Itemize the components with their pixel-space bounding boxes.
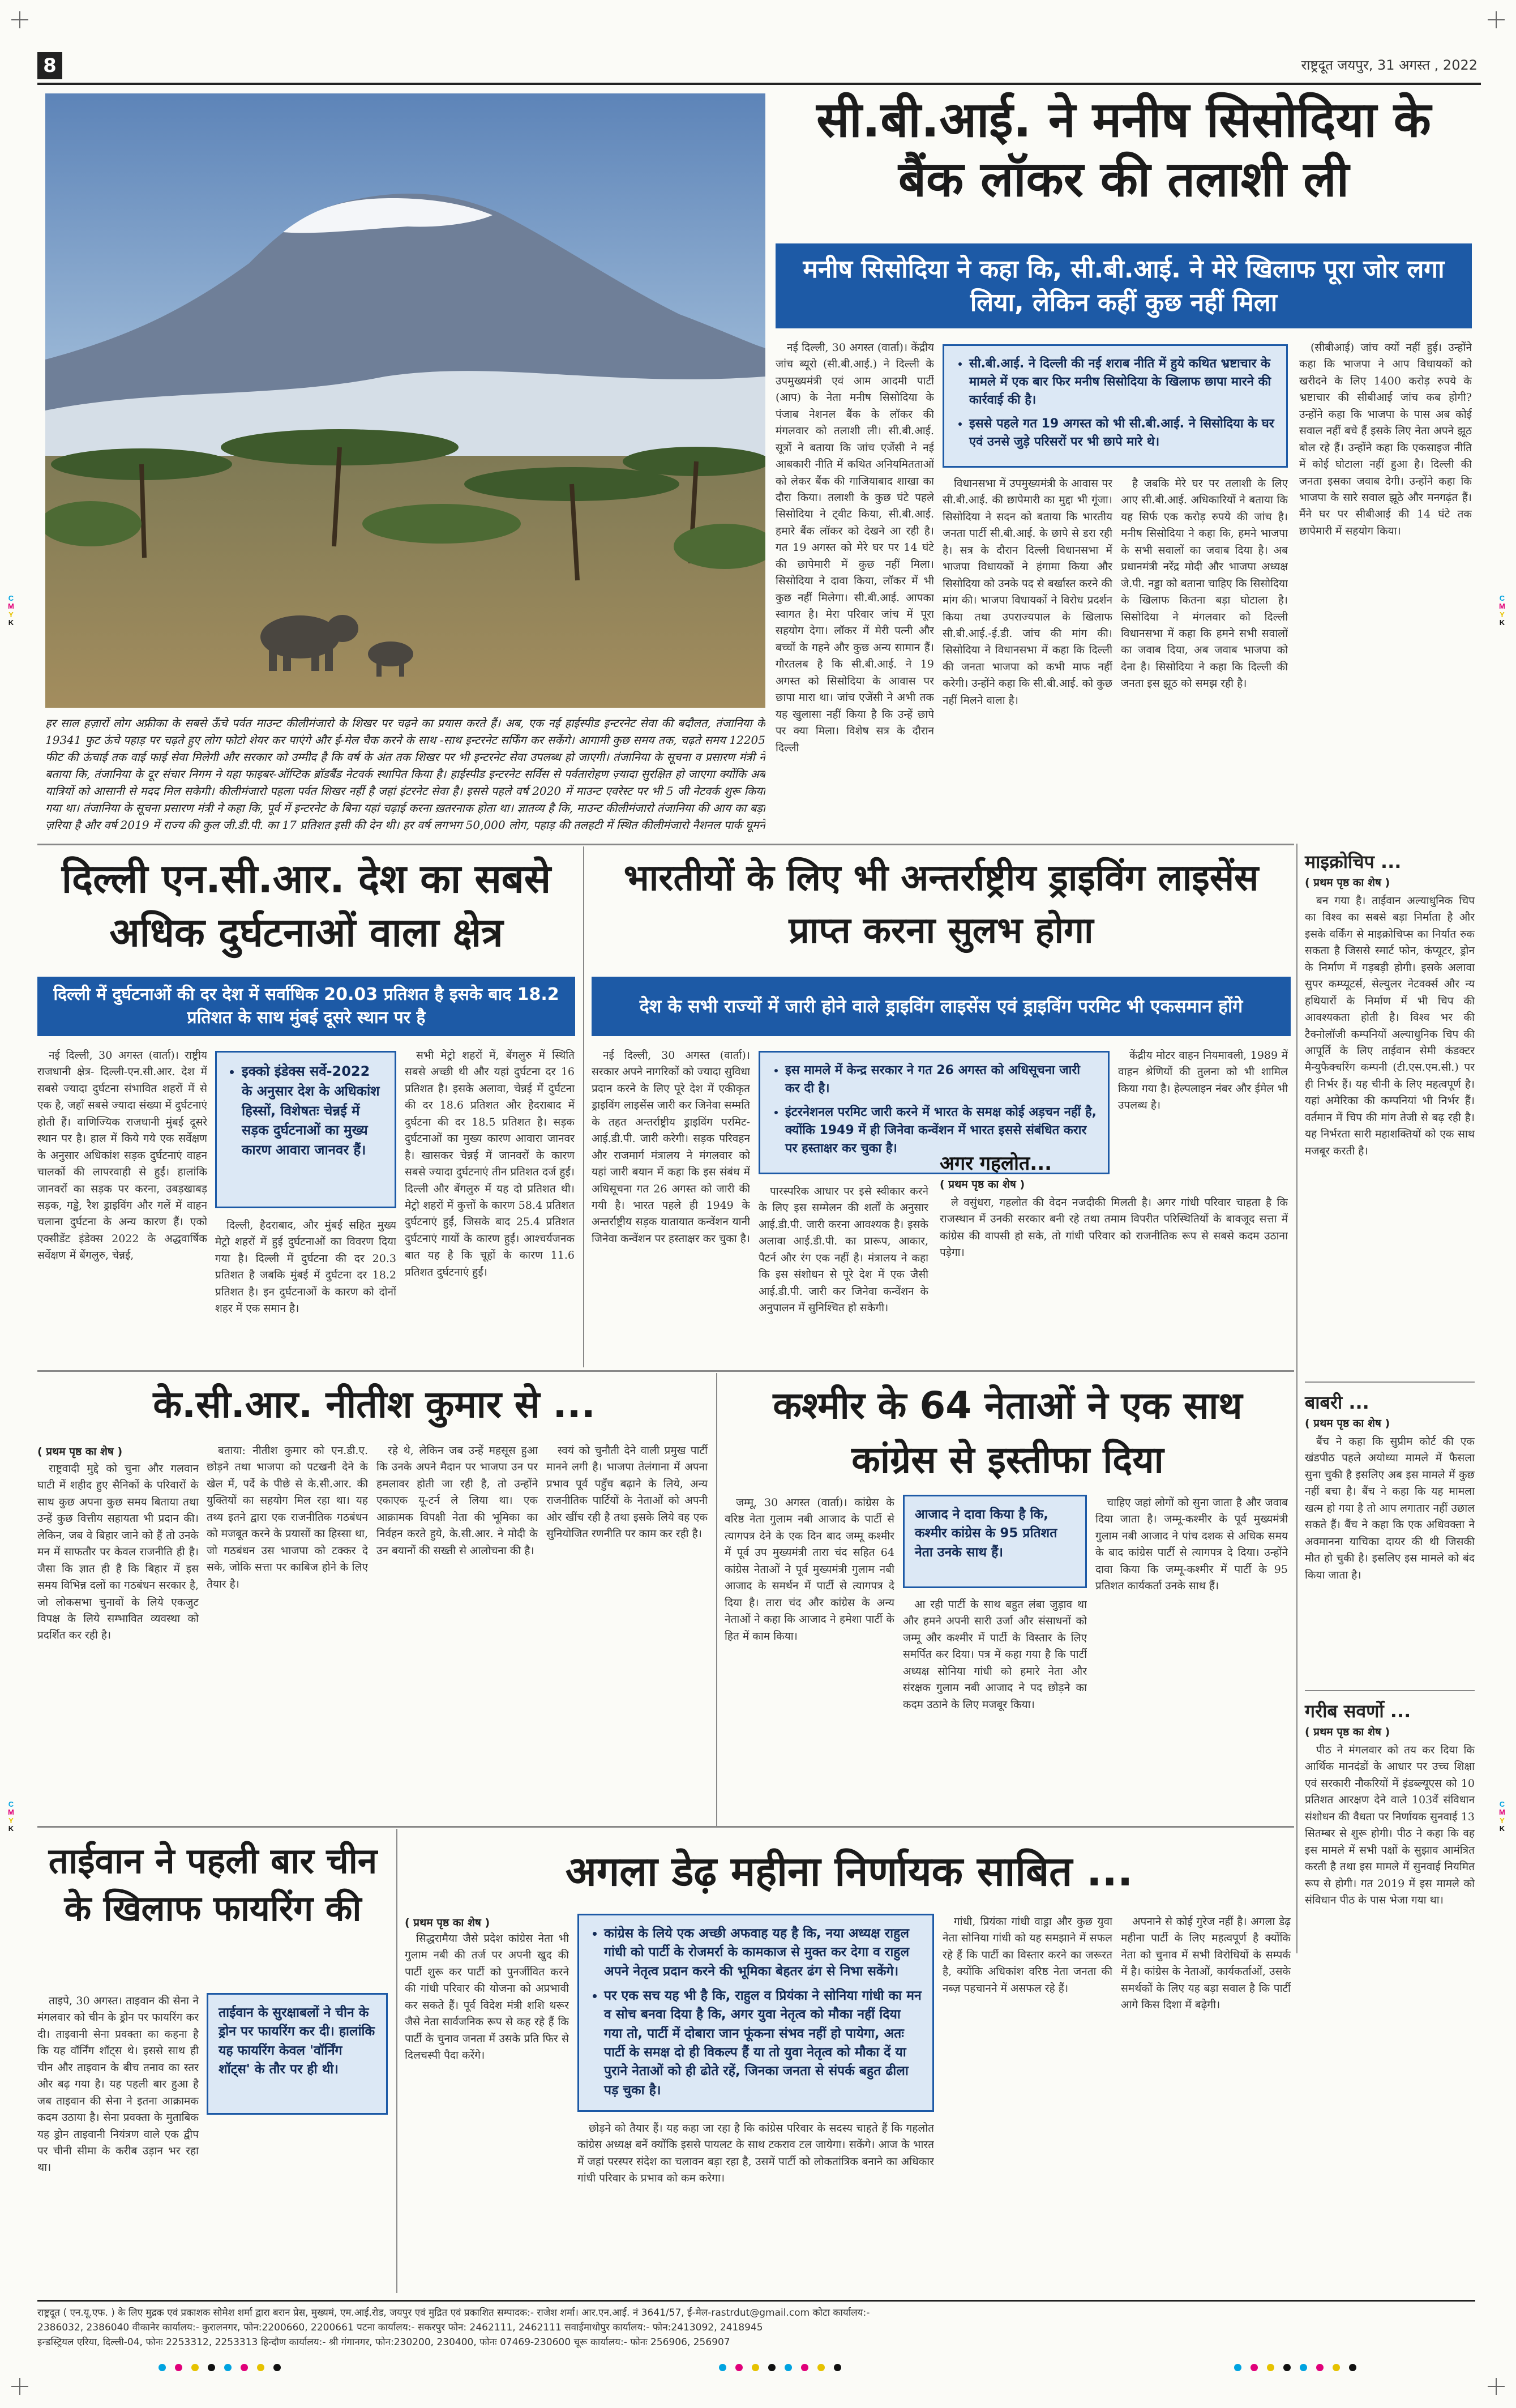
story1-highlight: • इससे पहले गत 19 अगस्त को भी सी.बी.आई. ने सिसोदिया के घर एवं उनसे जुड़े परिसरों पर भी छापे मारे थे। bbox=[969, 415, 1276, 451]
story7-refer: ( प्रथम पृष्ठ का शेष ) bbox=[405, 1917, 490, 1929]
babri-heading: बाबरी ... bbox=[1305, 1392, 1369, 1413]
gehlot-section bbox=[940, 1149, 1288, 1365]
microchip-heading: माइक्रोचिप ... bbox=[1305, 851, 1402, 872]
story6-column: ताइपे, 30 अगस्त। ताइवान की सेना ने मंगलवार को चीन के ड्रोन पर फायरिंग कर दी। ताइवानी सेना प्रवक्ता का कहना है कि यह वॉर्निंग शॉट्स थे। इससे साथ ही चीन और ताइवान के बीच तनाव का स्तर और बढ़ गया है। यह पहली बार हुआ है जब ताइवान की सेना ने इतना आक्रामक कदम उठाया है। सेना प्रवक्ता के मुताबिक यह ड्रोन ताइवानी नियंत्रण वाले एक द्वीप पर चीनी सीमा के करीब उड़ान भर रहा था। bbox=[37, 1995, 199, 2174]
story5-column: आ रही पार्टी के साथ बहुत लंबा जुड़ाव था और हमने अपनी सारी उर्जा और संसाधनों को जम्मू और कश्मीर में पार्टी के विस्तार के लिए समर्पित कर दिया। पत्र में कहा गया है कि पार्टी अध्यक्ष सोनिया गांधी को हमारे नेता और संरक्षक गुलाम नबी आजाद ने पद छोड़ने का कदम उठाने के लिए मजबूर किया। bbox=[903, 1598, 1087, 1711]
story4-refer: ( प्रथम पृष्ठ का शेष ) bbox=[37, 1445, 123, 1458]
registration-mark bbox=[1488, 11, 1505, 28]
story1-column: विधानसभा में उपमुख्यमंत्री के आवास पर सी.बी.आई. की छापेमारी का मुद्दा भी गूंजा। सिसोदिया ने सदन को बताया कि भारतीय जनता पार्टी सी.बी.आई. के छापे से डरा रही है। सत्र के दौरान दिल्ली विधानसभा में भाजपा विधायकों ने हंगामा किया और सिसोदिया को उनके पद से बर्खास्त करने की मांग की। भाजपा विधायकों ने विरोध प्रदर्शन किया तथा उपराज्यपाल के खिलाफ सी.बी.आई.-ई.डी. जांच की मांग की। सिसोदिया ने विधानसभा में कहा कि दिल्ली की जनता भाजपा को कभी माफ नहीं करेगी। उन्होंने कहा कि सी.बी.आई. को कुछ नहीं मिलने वाला है। bbox=[943, 477, 1112, 707]
story3-column: केंद्रीय मोटर वाहन नियमावली, 1989 में वाहन श्रेणियों की तुलना को भी शामिल किया गया है। हेल्पलाइन नंबर और ईमेल भी उपलब्ध है। bbox=[1118, 1049, 1288, 1112]
gehlot-body: ले वसुंधरा, गहलोत की वेदन नजदीकी मिलती है। अगर गांधी परिवार चाहता है कि राजस्थान में उनकी सरकार बनी रहे तथा तमाम विपरीत परिस्थितियों के बावजूद सत्ता में कांग्रेस की वापसी हो सके, तो गांधी परिवार को राजनीतिक रूप से सबसे कदम उठाना पड़ेगा। bbox=[940, 1196, 1288, 1259]
page-number: 8 bbox=[37, 52, 62, 79]
story4-column: बताया: नीतीश कुमार को एन.डी.ए. छोड़ने तथा भाजपा को पटखनी देने के खेल में, पर्दे के पीछे से के.सी.आर. की युक्तियों का सहयोग मिल रहा था। यह तथ्य इतने द्वारा एक राजनीतिक गठबंधन को मजबूत करने के प्रयासों का हिस्सा था, जो गठबंधन उस भाजपा को टक्कर दे सके, जोकि सत्ता पर काबिज होने के लिए तैयार है। bbox=[207, 1444, 368, 1590]
color-bar bbox=[159, 2364, 281, 2371]
poor-refer: ( प्रथम पृष्ठ का शेष ) bbox=[1305, 1726, 1390, 1738]
story4-column: रहे थे, लेकिन जब उन्हें महसूस हुआ कि उनके अपने मैदान पर भाजपा उन पर हमलावर होती जा रही है, तो उन्होंने एकाएक यू-टर्न ले लिया था। एक आक्रामक विपक्षी नेता की भूमिका का निर्वहन करते हुये, के.सी.आर. ने मोदी के उन बयानों की सख्ती से आलोचना की है। bbox=[376, 1444, 538, 1557]
story2-column: सभी मेट्रो शहरों में, बेंगलुरु में स्थिति सबसे अच्छी थी और यहां दुर्घटना दर 16 प्रतिशत है। इसके अलावा, चेन्नई में दुर्घटना की दर 18.6 प्रतिशत और हैदराबाद में दुर्घटना की दर 18.5 प्रतिशत है। सड़क दुर्घटनाओं का मुख्य कारण आवारा जानवर है। खासकर चेन्नई में जानवरों के कारण सबसे ज्यादा दुर्घटनाएं तीन प्रतिशत दर्ज हुईं। दिल्ली और बेंगलुरु में यह दो प्रतिशत थी। मेट्रो शहरों में कुत्तों के कारण 58.4 प्रतिशत दुर्घटनाएं हुईं, जिसके बाद 25.4 प्रतिशत दुर्घटनाएं गायों के कारण हुईं। आश्चर्यजनक बात यह है कि चूहों के कारण 11.6 प्रतिशत दुर्घटनाएं हुईं। bbox=[405, 1049, 575, 1278]
story7-highlight: • कांग्रेस के लिये एक अच्छी अफवाह यह है कि, नया अध्यक्ष राहुल गांधी को पार्टी के रोजमर्रा के कामकाज से मुक्त कर देगा व राहुल अपने नेतृत्व प्रदान करने की भूमिका बेहतर ढंग से निभा सकेंगे। bbox=[604, 1924, 922, 1981]
poor-body: पीठ ने मंगलवार को तय कर दिया कि आर्थिक मानदंडों के आधार पर उच्च शिक्षा एवं सरकारी नौकरियों में इंडब्ल्यूएस को 10 प्रतिशत आरक्षण देने वाले 103वें संविधान संशोधन की वैधता पर निर्णायक सुनवाई 13 सितम्बर से शुरू होगी। पीठ ने कहा कि वह इस मामले में सभी पक्षों के सुझाव आमंत्रित करती है तथा इस मामले में सुनवाई नियमित रूप से होगी। गत 2019 में इस मामले को संविधान पीठ के पास भेजा गया था। bbox=[1305, 1744, 1475, 1906]
poor-heading: गरीब सवर्णो ... bbox=[1305, 1700, 1411, 1722]
story2-deck: दिल्ली में दुर्घटनाओं की दर देश में सर्वाधिक 20.03 प्रतिशत है इसके बाद 18.2 प्रतिशत के साथ मुंबई दूसरे स्थान पर है bbox=[37, 977, 575, 1036]
story7-highlight-box bbox=[577, 1914, 934, 2112]
story1-highlight-box bbox=[943, 344, 1288, 468]
microchip-section bbox=[1305, 849, 1475, 1376]
babri-refer: ( प्रथम पृष्ठ का शेष ) bbox=[1305, 1417, 1390, 1430]
story2-headline: दिल्ली एन.सी.आर. देश का सबसे अधिक दुर्घटनाओं वाला क्षेत्र bbox=[61, 856, 551, 956]
story4-headline: के.सी.आर. नीतीश कुमार से ... bbox=[153, 1383, 596, 1426]
story2-column: नई दिल्ली, 30 अगस्त (वार्ता)। राष्ट्रीय राजधानी क्षेत्र- दिल्ली-एन.सी.आर. देश में सबसे ज्यादा दुर्घटना संभावित शहरों में से एक है, जहाँ सबसे ज्यादा संख्या में दुर्घटनाएं होती हैं। वाणिज्यिक राजधानी मुंबई दूसरे स्थान पर है। हाल में किये गये एक सर्वेक्षण के अनुसार अधिकांश सड़क दुर्घटनाएं वाहन चालकों की लापरवाही से हुईं। हालांकि जानवरों का सड़क पर करना, उबड़खाबड़ सड़क, गड्ढे, रैश ड्राइविंग और गलें में वाहन चलाना दुर्घटना के अन्य कारण हैं। एको एक्सीडेंट इंडेक्स 2022 के अद्धवार्षिक सर्वेक्षण में बेंगलुरु, चेन्नई, bbox=[37, 1049, 207, 1262]
cmyk-marks: C M Y K bbox=[8, 594, 14, 627]
story7-column: सिद्धरामैया जैसे प्रदेश कांग्रेस नेता भी गुलाम नबी की तर्ज पर अपनी खुद की पार्टी शुरू कर पार्टी को पुनर्जीवित करने की गांधी परिवार की योजना को अप्रभावी कर सकते हैं। पूर्व विदेश मंत्री शशि थरूर जैसे नेता सार्वजनिक रूप से कह रहे हैं कि पार्टी के चुनाव जनता में उसके प्रति फिर से दिलचस्पी पैदा करेंगे। bbox=[405, 1932, 569, 2062]
kilimanjaro-photo bbox=[45, 93, 765, 708]
imprint-line: राष्ट्रदूत ( एन.यू.एफ. ) के लिए मुद्रक एवं प्रकाशक सोमेश शर्मा द्वारा बरान प्रेस, मुख्यमं, एम.आई.रोड, जयपुर एवं मुद्रित एवं प्रकाशित सम्पादक:- राजेश शर्मा। आर.एन.आई. नं 3641/57, ई-मेल-rastrdut@gmail.com कोटा कार्यालय:- bbox=[37, 2307, 870, 2319]
story7-highlight: • पर एक सच यह भी है कि, राहुल व प्रियंका ने सोनिया गांधी का मन व सोच बनवा दिया है कि, अगर युवा नेतृत्व को मौका नहीं दिया गया तो, पार्टी में दोबारा जान फूंकना संभव नहीं हो पायेगा, अतः पार्टी के समक्ष दो ही विकल्प हैं या तो युवा नेतृत्व को मौका दें या पुराने नेताओं को ही ढोते रहें, जिनका जनता से संपर्क बहुत ढीला पड़ चुका है। bbox=[604, 1987, 922, 2100]
story3-column: पारस्परिक आधार पर इसे स्वीकार करने के लिए इस सम्मेलन की शर्तों के अनुसार आई.डी.पी. जारी करना आवश्यक है। इसके अलावा आई.डी.पी. का प्रारूप, आकार, पैटर्न और रंग एक नहीं है। मंत्रालय ने कहा कि इस संशोधन से पूरे देश में एक जैसी आई.डी.पी. जारी कर जिनेवा कन्वेंशन के अनुपालन में सुनिश्चित हो सकेगी। bbox=[759, 1185, 928, 1315]
story1-highlight: • सी.बी.आई. ने दिल्ली की नई शराब नीति में हुये कथित भ्रष्टाचार के मामले में एक बार फिर मनीष सिसोदिया के खिलाफ छापा मारने की कार्रवाई की है। bbox=[969, 355, 1276, 409]
imprint-line: 2386032, 2386040 वीकानेर कार्यालय:- कुरालनगर, फोन:2200660, 2200661 पटना कार्यालय:- सकरपुर फोन: 2462111, 2462111 सवाईमाधोपुर कार्यालय:- फोन:2413092, 2418945 bbox=[37, 2322, 763, 2333]
photo-caption: हर साल हज़ारों लोग अफ्रीका के सबसे ऊँचे पर्वत माउन्ट कीलीमंजारो के शिखर पर चढ़ने का प्रयास करते हैं। अब, एक नई हाईस्पीड इन्टरनेट सेवा की बदौलत, तंजानिया के 19341 फुट ऊंचे पहाड़ पर चढ़ते हुए लोग फोटो शेयर कर पाएंगे और ई-मेल चैक करने के साथ -साथ इन्टरनेट सर्फिंग कर सकेंगे। आगामी कुछ समय तक, चढ़ते समय 12205 फीट की ऊंचाई तक वाई फाई सेवा मिलेगी और सरकार को उम्मीद है कि वर्ष के अंत तक शिखर पर भी इन्टरनेट सेवा उपलब्ध हो जाएगी। तंजानिया के सूचना व प्रसारण मंत्री ने बताया कि, तंजानिया के दूर संचार निगम ने यहा फाइबर-ऑप्टिक ब्रॉडबैंड नेटवर्क स्थापित किया है। हाईस्पीड इन्टरनेट सर्विस से पर्वतारोहण ज़्यादा सुरक्षित हो जाएगा क्योंकि अब यात्रियों को आसानी से मदद मिल सकेगी। कीलीमंजारो पहला पर्वत शिखर नहीं है जहां इंटरनेट सेवा है। इससे पहले वर्ष 2020 में माउन्ट एवरेस्ट पर भी 5 जी नेटवर्क शुरू किया गया था। तंजानिया के सूचना प्रसारण मंत्री ने कहा कि, पूर्व में इन्टरनेट के बिना यहां चढ़ाई करना ख़तरनाक होता था। ज्ञातव्य है कि, माउन्ट कीलीमंजारो तंजानिया की आय का बड़ा ज़रिया है और वर्ष 2019 में राज्य की कुल जी.डी.पी. का 17 प्रतिशत इसी की देन थी। हर वर्ष लगभग 50,000 लोग, पहाड़ की तलहटी में स्थित कीलीमंजारो नैशनल पार्क घूमने bbox=[45, 716, 765, 832]
color-bar bbox=[719, 2364, 841, 2371]
story1-column: (सीबीआई) जांच क्यों नहीं हुई। उन्होंने कहा कि भाजपा ने आप विधायकों को खरीदने के लिए 1400 करोड़ रुपये के भ्रष्टाचार की सीबीआई जांच कब होगी? उन्होंने कहा कि भाजपा के पास अब कोई सवाल नहीं बचे हैं इसके लिए नेता अपने झूठ बोल रहे हैं। उन्होंने कहा कि एकसाइज नीति में कोई घोटाला नहीं हुआ है। दिल्ली की जनता इसका जवाब देगी। उन्होंने कहा कि भाजपा के सारे सवाल झूठे और मनगढ़ंत हैं। मैंने घर पर सीबीआई की 14 घंटे तक छापेमारी में सहयोग किया। bbox=[1299, 341, 1472, 537]
gehlot-refer: ( प्रथम पृष्ठ का शेष ) bbox=[940, 1178, 1025, 1191]
story3-column: नई दिल्ली, 30 अगस्त (वार्ता)। सरकार अपने नागरिकों को ज्यादा सुविधा प्रदान करने के लिए पूरे देश में एकीकृत ड्राइविंग लाइसेंस जारी कर जिनेवा सम्मति के तहत अन्तर्राष्ट्रीय ड्राइविंग परमिट-आई.डी.पी. जारी करेगी। सड़क परिवहन और राजमार्ग मंत्रालय ने मंगलवार को यहां जारी बयान में कहा कि इस संबंध में अधिसूचना गत 26 अगस्त को जारी की गयी है। भारत पहले ही 1949 के अन्तर्राष्ट्रीय सड़क यातायात कन्वेंशन यानी जिनेवा कन्वेंशन पर हस्ताक्षर कर चुका है। bbox=[592, 1049, 750, 1245]
story2-highlight-box bbox=[215, 1051, 396, 1208]
registration-mark bbox=[11, 2378, 28, 2395]
poor-section bbox=[1305, 1699, 1475, 2265]
story7-column: अपनाने से कोई गुरेज नहीं है। अगला डेढ़ महीना पार्टी के लिए महत्वपूर्ण है क्योंकि नेता को चुनाव में सभी विरोधियों के सम्पर्क में है। कांग्रेस के नेताओं, कार्यकर्ताओं, उसके समर्थकों के लिए यह बड़ा सवाल है कि पार्टी आगे किस दिशा में बढ़ेगी। bbox=[1121, 1915, 1291, 2012]
cmyk-marks: C M Y K bbox=[8, 1800, 14, 1833]
story1-column: नई दिल्ली, 30 अगस्त (वार्ता)। केंद्रीय जांच ब्यूरो (सी.बी.आई.) ने दिल्ली के उपमुख्यमंत्री एवं आम आदमी पार्टी (आप) के नेता मनीष सिसोदिया के पंजाब नेशनल बैंक के लॉकर की मंगलवार को तलाशी ली। सी.बी.आई. सूत्रों ने बताया कि जांच एजेंसी ने नई आबकारी नीति में कथित अनियमितताओं को लेकर बैंक की गाजियाबाद शाखा का दौरा किया। तलाशी के कुछ घंटे पहले सिसोदिया ने ट्वीट किया, सी.बी.आई. हमारे बैंक लॉकर को देखने आ रही है। गत 19 अगस्त को मेरे घर पर 14 घंटे की छापेमारी में कुछ नहीं मिला। सिसोदिया ने दावा किया, लॉकर में भी कुछ नहीं मिलेगा। सी.बी.आई. आपका स्वागत है। मेरा परिवार जांच में पूरा सहयोग देगा। लॉकर में मेरी पत्नी और बच्चों के गहने और कुछ अन्य सामान हैं। गौरतलब है कि सी.बी.आई. ने 19 अगस्त को सिसोदिया के आवास पर छापा मारा था। जांच एजेंसी ने अभी तक यह खुलासा नहीं किया है कि उन्हें छापे पर क्या मिला। विशेष सत्र के दौरान दिल्ली bbox=[776, 341, 934, 754]
gehlot-heading: अगर गहलोत... bbox=[940, 1152, 1052, 1175]
registration-mark bbox=[1488, 2378, 1505, 2395]
registration-mark bbox=[11, 11, 28, 28]
story6-headline: ताईवान ने पहली बार चीन के खिलाफ फायरिंग की bbox=[48, 1840, 378, 1929]
color-bar bbox=[1234, 2364, 1356, 2371]
story4-column: राष्ट्रवादी मुद्दे को चुना और गलवान घाटी में शहीद हुए सैनिकों के परिवारों के साथ कुछ अपना कुछ समय बिताया तथा उन्हें कुछ वित्तीय सहायता भी प्रदान की। लेकिन, जब वे बिहार जाने को हैं तो उनके मन में साफतौर पर केवल राजनीति ही है। जैसा कि ज्ञात ही है कि बिहार में इस समय विभिन्न दलों का गठबंधन सरकार है, जो लोकसभा चुनावों के लिये एकजुट विपक्ष के लिये सम्भावित व्यवस्था को प्रदर्शित कर रही है। bbox=[37, 1462, 199, 1642]
story5-column: जम्मू, 30 अगस्त (वार्ता)। कांग्रेस के वरिष्ठ नेता गुलाम नबी आजाद के पार्टी से त्यागपत्र देने के एक दिन बाद जम्मू कश्मीर में पूर्व उप मुख्यमंत्री तारा चंद सहित 64 कांग्रेस नेताओं ने पूर्व मुख्यमंत्री गुलाम नबी आजाद के समर्थन में पार्टी से त्यागपत्र दे दिया है। तारा चंद और कांग्रेस के अन्य नेताओं ने कहा कि आजाद ने हमेशा पार्टी के हित में काम किया। bbox=[725, 1496, 894, 1643]
microchip-refer: ( प्रथम पृष्ठ का शेष ) bbox=[1305, 876, 1390, 889]
babri-section bbox=[1305, 1390, 1475, 1684]
story5-headline: कश्मीर के 64 नेताओं ने एक साथ कांग्रेस से इस्तीफा दिया bbox=[773, 1384, 1243, 1482]
story3-highlight: • इंटरनेशनल परमिट जारी करने में भारत के समक्ष कोई अड़चन नहीं है, क्योंकि 1949 में ही जिनेवा कन्वेंशन में भारत इससे संबंधित करार पर हस्ताक्षर कर चुका है। bbox=[785, 1104, 1098, 1158]
story3-highlight: • इस मामले में केन्द्र सरकार ने गत 26 अगस्त को अधिसूचना जारी कर दी है। bbox=[785, 1062, 1098, 1098]
story2-highlight: • इक्को इंडेक्स सर्वे-2022 के अनुसार देश के अधिकांश हिस्सों, विशेषतः चेन्नई में सड़क दुर्घटनाओं का मुख्य कारण आवारा जानवर हैं। bbox=[242, 1062, 384, 1160]
story7-column: छोड़ने को तैयार हैं। यह कहा जा रहा है कि कांग्रेस परिवार के सदस्य चाहते हैं कि गहलोत कांग्रेस अध्यक्ष बनें क्योंकि इससे पायलट के साथ टकराव टल जायेगा। सकेंगे। आज के भारत में जहां परस्पर संदेश का चलावन बड़ा रहा है, उसमें पार्टी को लोकतांत्रिक बनाने का अधिकार गांधी परिवार के प्रभाव को कम करेगा। bbox=[577, 2122, 934, 2185]
microchip-body: बन गया है। ताईवान अल्याधुनिक चिप का विश्व का सबसे बड़ा निर्माता है और इसके वर्किंग से माइक्रोचिप्स का निर्यात रुक सकता है जिससे स्मार्ट फोन, कंप्यूटर, ड्रोन के निर्माण में गड़बड़ी होगी। इसके अलावा सुपर कम्प्यूटर्स, सेल्युलर नेटवर्क्स और न्य हथियारों के निर्माण में भी चिप की आवश्यकता होती है। विश्व भर की टैक्नोलॉजी कम्पनियों अल्याधुनिक चिप की आपूर्ति के लिए ताईवान सेमी कंडक्टर मैन्युफैक्चरिंग कम्पनी (टी.एस.एम.सी.) पर ही निर्भर हैं। यह चीनी के लिए महत्वपूर्ण है। यहां अमेरिका की कम्पनियां भी निर्भर हैं। वर्तमान में चिप की मांग तेजी से बढ़ रही है। यह निर्भरता सारी महाशक्तियों को एक साथ मजबूर करती है। bbox=[1305, 895, 1475, 1157]
story5-column: चाहिए जहां लोगों को सुना जाता है और जवाब दिया जाता है। जम्मू-कश्मीर के पूर्व मुख्यमंत्री गुलाम नबी आजाद ने पांच दशक से अधिक समय के बाद कांग्रेस पार्टी से त्यागपत्र दे दिया। उन्होंने दावा किया कि जम्मू-कश्मीर में पार्टी के 95 प्रतिशत कार्यकर्ता उनके साथ हैं। bbox=[1095, 1496, 1288, 1593]
masthead: राष्ट्रदूत जयपुर, 31 अगस्त , 2022 bbox=[1301, 57, 1478, 73]
story5-callout: आजाद ने दावा किया है कि, कश्मीर कांग्रेस के 95 प्रतिशत नेता उनके साथ हैं। bbox=[903, 1495, 1087, 1588]
story4-column: स्वयं को चुनौती देने वाली प्रमुख पार्टी मानने लगी है। भाजपा तेलंगाना में अपना प्रभाव पूर्व पहुँच बढ़ाने के लिये, अन्य राजनीतिक पार्टियों के नेताओं को अपनी ओर खींच रही है तथा इसके लिये वह एक सुनियोजित रणनीति पर काम कर रही है। bbox=[546, 1444, 708, 1541]
story3-headline: भारतीयों के लिए भी अन्तर्राष्ट्रीय ड्राइविंग लाइसेंस प्राप्त करना सुलभ होगा bbox=[623, 857, 1259, 952]
story2-column: दिल्ली, हैदराबाद, और मुंबई सहित मुख्य मेट्रो शहरों में हुई दुर्घटनाओं का विवरण दिया गया है। दिल्ली में दुर्घटना की दर 20.3 प्रतिशत है जबकि मुंबई में दुर्घटना दर 18.2 प्रतिशत है। इन दुर्घटनाओं के कारण को दोनों शहर में एक समान है। bbox=[215, 1219, 396, 1315]
story7-headline: अगला डेढ़ महीना निर्णायक साबित ... bbox=[565, 1847, 1133, 1895]
story6-callout: ताईवान के सुरक्षाबलों ने चीन के ड्रोन पर फायरिंग कर दी। हालांकि यह फायरिंग केवल 'वॉर्निंग शॉट्स' के तौर पर ही थी। bbox=[207, 1993, 388, 2115]
story3-deck: देश के सभी राज्यों में जारी होने वाले ड्राइविंग लाइसेंस एवं ड्राइविंग परमिट भी एकसमान होंगे bbox=[592, 977, 1291, 1036]
story1-deck: मनीष सिसोदिया ने कहा कि, सी.बी.आई. ने मेरे खिलाफ पूरा जोर लगा लिया, लेकिन कहीं कुछ नहीं मिला bbox=[776, 243, 1472, 328]
babri-body: बैंच ने कहा कि सुप्रीम कोर्ट की एक खंडपीठ पहले अयोध्या मामले में फैसला सुना चुकी है इसलिए अब इस मामले में कुछ नहीं बचा है। बैंच ने कहा कि यह मामला खत्म हो गया है तो आप लगातार नहीं उछाल सकते हैं। बैंच ने कहा कि एक अधिवक्ता ने अवमानना याचिका दायर की थी जिसकी मौत हो चुकी है। इसलिए इस मामले को बंद किया जाता है। bbox=[1305, 1435, 1475, 1581]
cmyk-marks: C M Y K bbox=[1499, 1800, 1505, 1833]
cmyk-marks: C M Y K bbox=[1499, 594, 1505, 627]
story1-headline: सी.बी.आई. ने मनीष सिसोदिया के बैंक लॉकर की तलाशी ली bbox=[816, 92, 1431, 208]
story1-column: है जबकि मेरे घर पर तलाशी के लिए आए सी.बी.आई. अधिकारियों ने बताया कि यह सिर्फ एक करोड़ रुपये की जांच है। मनीष सिसोदिया ने कहा कि, हमने भाजपा के सभी सवालों का जवाब दिया है। अब प्रधानमंत्री नरेंद्र मोदी और भाजपा अध्यक्ष जे.पी. नड्डा को बताना चाहिए कि सिसोदिया के खिलाफ कितना बड़ा घोटाला है। सिसोदिया ने मंगलवार को दिल्ली विधानसभा में कहा कि हमने सभी सवालों का जवाब दिया, अब जवाब भाजपा को देना है। सिसोदिया ने कहा कि दिल्ली की जनता इस झूठ को समझ रही है। bbox=[1121, 477, 1288, 690]
story7-column: गांधी, प्रियंका गांधी वाड्रा और कुछ युवा नेता सोनिया गांधी को यह समझाने में सफल रहे हैं कि पार्टी का विस्तार करने का जरूरत है, क्योंकि अधिकांश वरिष्ठ नेता जनता की नब्ज़ पहचानने में असफल रहे हैं। bbox=[943, 1915, 1112, 1995]
imprint-line: इन्डस्ट्रियल एरिया, दिल्ली-04, फोनः 2253312, 2253313 हिन्दौण कार्यालय:- श्री गंगानगर, फोन:230200, 230400, फोनः 07469-230600 चूरू कार्यालय:- फोनः 256906, 256907 bbox=[37, 2337, 730, 2348]
